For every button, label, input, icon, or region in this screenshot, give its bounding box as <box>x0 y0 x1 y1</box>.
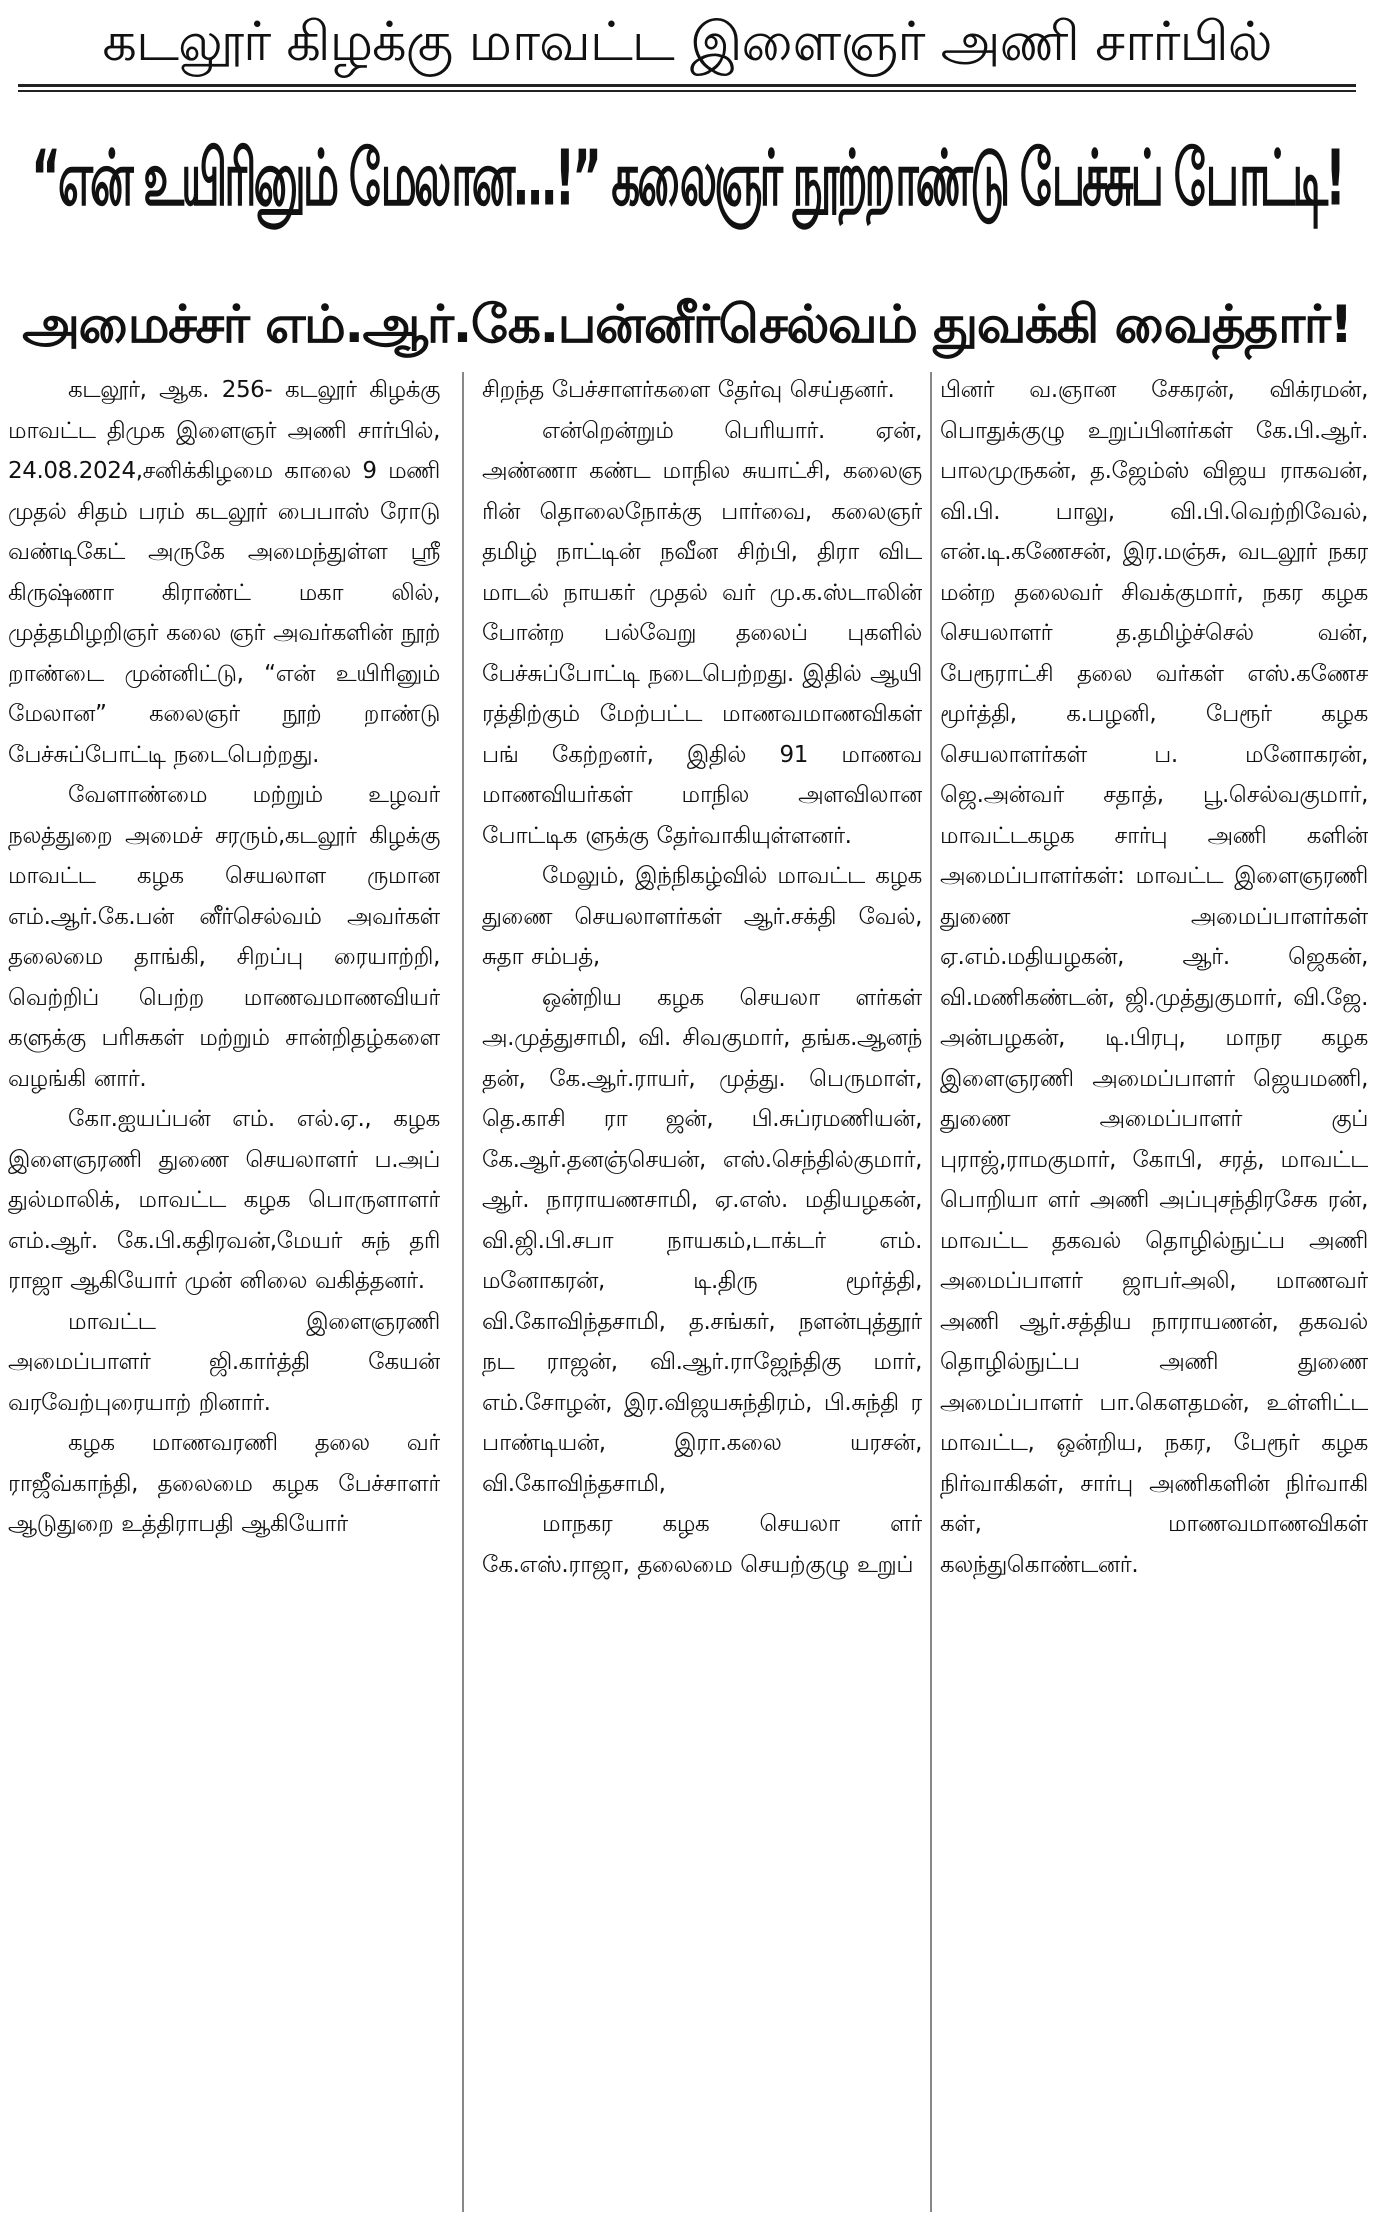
article-headline: “என் உயிரினும் மேலான...!” கலைஞர் நூற்றாண்டு பேச்சுப் போட்டி! <box>31 133 1343 224</box>
paragraph: என்றென்றும் பெரியார். ஏன், அண்ணா கண்ட மாநில சுயாட்சி, கலைஞ ரின் தொலைநோக்கு பார்வை, கலைஞர் தமிழ் நாட்டின் நவீன சிற்பி, திரா விட மாடல் நாயகர் முதல் வர் மு.க.ஸ்டாலின் போன்ற பல்வேறு தலைப் புகளில் பேச்சுப்போட்டி நடைபெற்றது. இதில் ஆயி ரத்திற்கும் மேற்பட்ட மாணவமாணவிகள் பங் கேற்றனர், இதில் 91 மாணவ மாணவியர்கள் மாநில அளவிலான போட்டிக ளுக்கு தேர்வாகியுள்ளனர். <box>482 417 922 849</box>
column-1 <box>8 370 440 2214</box>
paragraph: கோ.ஐயப்பன் எம். எல்.ஏ., கழக இளைஞரணி துணை செயலாளர் ப.அப் துல்மாலிக், மாவட்ட கழக பொருளாளர் எம்.ஆர். கே.பி.கதிரவன்,மேயர் சுந் தரி ராஜா ஆகியோர் முன் னிலை வகித்தனர். <box>8 1106 440 1294</box>
paragraph: மாவட்ட இளைஞரணி அமைப்பாளர் ஜி.கார்த்தி கேயன் வரவேற்புரையாற் றினார். <box>8 1308 440 1416</box>
paragraph: மேலும், இந்நிகழ்வில் மாவட்ட கழக துணை செயலாளர்கள் ஆர்.சக்தி வேல், சுதா சம்பத், <box>482 863 922 970</box>
paragraph: ஒன்றிய கழக செயலா ளர்கள் அ.முத்துசாமி, வி. சிவகுமார், தங்க.ஆனந் தன், கே.ஆர்.ராயர், முத்து. பெருமாள், தெ.காசி ரா ஜன், பி.சுப்ரமணியன், கே.ஆர்.தனஞ்செயன், எஸ்.செந்தில்குமார், ஆர். நாராயணசாமி, ஏ.எஸ். மதியழகன், வி.ஜி.பி.சபா நாயகம்,டாக்டர் எம். மனோகரன், டி.திரு மூர்த்தி, வி.கோவிந்தசாமி, த.சங்கர், நளன்புத்தூர் நட ராஜன், வி.ஆர்.ராஜேந்திகு மார், எம்.சோழன், இர.விஜயசுந்திரம், பி.சுந்தி ர பாண்டியன், இரா.கலை யரசன், வி.கோவிந்தசாமி, <box>482 984 922 1497</box>
paragraph: பினர் வ.ஞான சேகரன், விக்ரமன், பொதுக்குழு உறுப்பினர்கள் கே.பி.ஆர். பாலமுருகன், த.ஜேம்ஸ் விஜய ராகவன், வி.பி. பாலு, வி.பி.வெற்றிவேல், என்.டி.கணேசன், இர.மஞ்சு, வடலூர் நகர மன்ற தலைவர் சிவக்குமார், நகர கழக செயலாளர் த.தமிழ்ச்செல் வன், பேரூராட்சி தலை வர்கள் எஸ்.கணேச மூர்த்தி, க.பழனி, பேரூர் கழக செயலாளர்கள் ப. மனோகரன், ஜெ.அன்வர் சதாத், பூ.செல்வகுமார், மாவட்டகழக சார்பு அணி களின் அமைப்பாளர்கள்: மாவட்ட இளைஞரணி துணை அமைப்பாளர்கள் ஏ.எம்.மதியழகன், ஆர். ஜெகன், வி.மணிகண்டன், ஜி.முத்துகுமார், வி.ஜே. அன்பழகன், டி.பிரபு, மாநர கழக இளைஞரணி அமைப்பாளர் ஜெயமணி, துணை அமைப்பாளர் குப் புராஜ்,ராமகுமார், கோபி, சரத், மாவட்ட பொறியா ளர் அணி அப்புசந்திரசேக ரன், மாவட்ட தகவல் தொழில்நுட்ப அணி அமைப்பாளர் ஜாபர்அலி, மாணவர் அணி ஆர்.சத்திய நாராயணன், தகவல் தொழில்நுட்ப அணி துணை அமைப்பாளர் பா.கௌதமன், உள்ளிட்ட மாவட்ட, ஒன்றிய, நகர, பேரூர் கழக நிர்வாகிகள், சார்பு அணிகளின் நிர்வாகி கள், மாணவமாணவிகள் கலந்துகொண்டனர். <box>940 377 1368 1578</box>
paragraph: மாநகர கழக செயலா ளர் கே.எஸ்.ராஜா, தலைமை செயற்குழு உறுப் <box>482 1511 922 1578</box>
article-subhead: அமைச்சர் எம்.ஆர்.கே.பன்னீர்செல்வம் துவக்கி வைத்தார்! <box>22 295 1352 355</box>
paragraph: வேளாண்மை மற்றும் உழவர் நலத்துறை அமைச் சரரும்,கடலூர் கிழக்கு மாவட்ட கழக செயலாள ருமான எம்.ஆர்.கே.பன் னீர்செல்வம் அவர்கள் தலைமை தாங்கி, சிறப்பு ரையாற்றி, வெற்றிப் பெற்ற மாணவமாணவியர் களுக்கு பரிசுகள் மற்றும் சான்றிதழ்களை வழங்கி னார். <box>8 782 440 1092</box>
column-2 <box>482 370 922 2214</box>
column-3 <box>940 370 1368 2214</box>
article-body <box>0 370 1374 2214</box>
paragraph: சிறந்த பேச்சாளர்களை தேர்வு செய்தனர். <box>482 377 895 403</box>
article-kicker: கடலூர் கிழக்கு மாவட்ட இளைஞர் அணி சார்பில் <box>102 10 1272 73</box>
paragraph: கழக மாணவரணி தலை வர் ராஜீவ்காந்தி, தலைமை கழக பேச்சாளர் ஆடுதுறை உத்திராபதி ஆகியோர் <box>8 1430 440 1537</box>
paragraph: கடலூர், ஆக. 256- கடலூர் கிழக்கு மாவட்ட திமுக இளைஞர் அணி சார்பில், 24.08.2024,சனிக்கிழமை காலை 9 மணி முதல் சிதம் பரம் கடலூர் பைபாஸ் ரோடு வண்டிகேட் அருகே அமைந்துள்ள ஸ்ரீ கிருஷ்ணா கிராண்ட் மகா லில், முத்தமிழறிஞர் கலை ஞர் அவர்களின் நூற் றாண்டை முன்னிட்டு, “என் உயிரினும் மேலான” கலைஞர் நூற் றாண்டு பேச்சுப்போட்டி நடைபெற்றது. <box>8 377 440 768</box>
